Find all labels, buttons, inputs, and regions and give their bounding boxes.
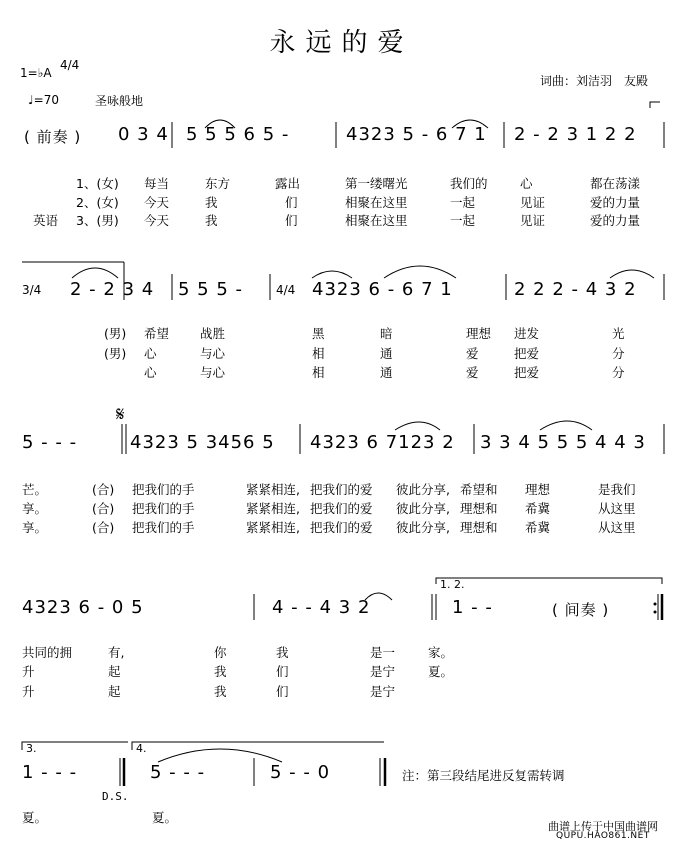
intro-label: ( 前奏 )	[24, 128, 82, 146]
volta-4: 4.	[136, 742, 147, 755]
row3-measure-2: 4323 6 7123 2	[310, 432, 455, 453]
row5-measure-3: 5 - - 0	[270, 762, 331, 783]
row3-measure-0: 5 - - -	[22, 432, 78, 453]
segno-icon: 𝄋	[116, 402, 125, 426]
row1-measure-4: 2 - 2 3 1 2 2	[514, 124, 637, 145]
da-segno: D.S.	[102, 790, 129, 803]
row5-measure-2: 5 - - -	[150, 762, 206, 783]
footnote: 注：第三段结尾进反复需转调	[402, 768, 565, 783]
row4-measure-3: 1 - -	[452, 597, 493, 618]
page-title: 永远的爱	[269, 28, 414, 58]
volta-1-2: 1. 2.	[440, 578, 465, 591]
row5-measure-1: 1 - - -	[22, 762, 78, 783]
mood-mark: 圣咏般地	[95, 94, 144, 108]
watermark-line-1: 曲谱上传于中国曲谱网	[548, 820, 658, 833]
key-signature: 1=♭A	[20, 66, 52, 80]
row1-measure-2: 5 5 5 6 5 -	[186, 124, 290, 145]
volta-3: 3.	[26, 742, 37, 755]
tempo-mark: ♩=70	[28, 93, 59, 107]
row1-measure-3: 4323 5 - 6 7 1	[346, 124, 487, 145]
row4-measure-2: 4 - - 4 3 2	[272, 597, 371, 618]
row5-lyric-2: 夏。	[152, 810, 178, 825]
row2-measure-2: 5 5 5 -	[178, 279, 244, 300]
row5-lyric-1: 夏。	[22, 810, 48, 825]
row2-measure-1: 2 - 2 3 4	[70, 279, 155, 300]
watermark-line-2: QUPU.HAO861.NET	[556, 831, 650, 841]
time-change-4-4: 4/4	[276, 283, 296, 297]
time-change-3-4: 3/4	[22, 283, 42, 297]
row1-measure-1: 0 3 4	[118, 124, 169, 145]
row2-measure-4: 2 2 2 - 4 3 2	[514, 279, 637, 300]
row3-measure-3: 3 3 4 5 5 5 4 4 3	[480, 432, 646, 453]
row3-measure-1: 4323 5 3456 5	[130, 432, 275, 453]
time-signature: 4/4	[60, 58, 80, 72]
row2-measure-3: 4323 6 - 6 7 1	[312, 279, 453, 300]
row4-measure-1: 4323 6 - 0 5	[22, 597, 144, 618]
interlude-label: ( 间奏 )	[552, 601, 610, 619]
credits: 词曲：刘洁羽 友殿	[540, 74, 649, 88]
